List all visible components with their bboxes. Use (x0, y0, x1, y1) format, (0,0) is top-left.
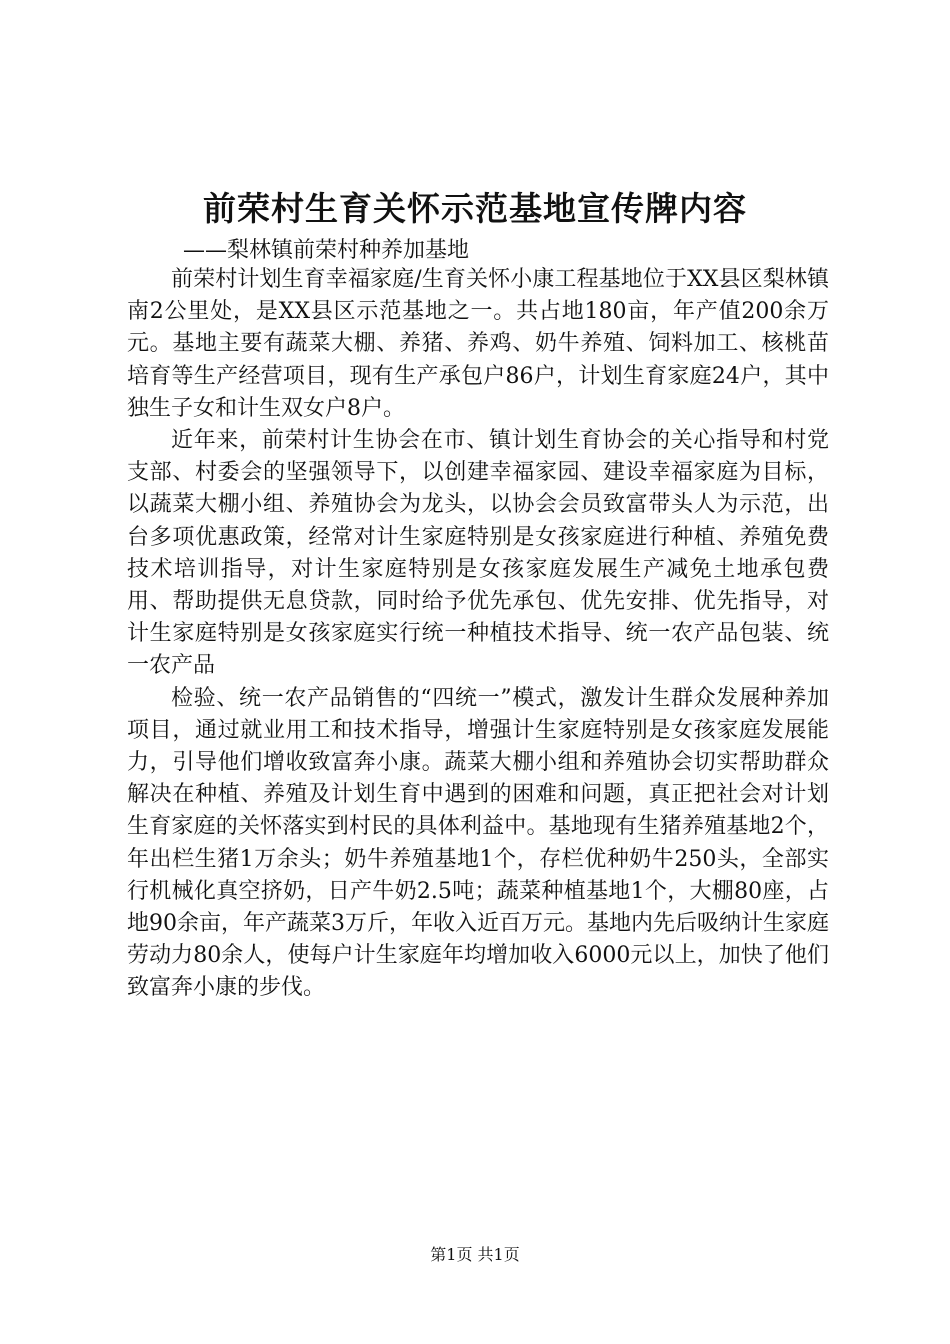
document-title: 前荣村生育关怀示范基地宣传牌内容 (203, 189, 747, 228)
document-subtitle: ——梨林镇前荣村种养加基地 (183, 238, 470, 263)
paragraph-intro: 前荣村计划生育幸福家庭/生育关怀小康工程基地位于XX县区梨林镇南2公里处，是XX县区示范基地之一。共占地180亩，年产值200余万元。基地主要有蔬菜大棚、养猪、养鸡、奶牛养殖、饲料加工、核桃苗培育等生产经营项目，现有生产承包户86户，计划生育家庭24户，其中独生子女和计生双女户8户。 (127, 267, 829, 421)
page-number: 第1页 共1页 (430, 1245, 520, 1264)
document-body (127, 264, 829, 1005)
paragraph-association-work: 近年来，前荣村计生协会在市、镇计划生育协会的关心指导和村党支部、村委会的坚强领导下，以创建幸福家园、建设幸福家庭为目标，以蔬菜大棚小组、养殖协会为龙头，以协会会员致富带头人为示范，出台多项优惠政策，经常对计生家庭特别是女孩家庭进行种植、养殖免费技术培训指导，对计生家庭特别是女孩家庭发展生产减免土地承包费用、帮助提供无息贷款，同时给予优先承包、优先安排、优先指导，对计生家庭特别是女孩家庭实行统一种植技术指导、统一农产品包装、统一农产品 (127, 428, 829, 679)
paragraph-base-results: 检验、统一农产品销售的“四统一”模式，激发计生群众发展种养加项目，通过就业用工和技术指导，增强计生家庭特别是女孩家庭发展能力，引导他们增收致富奔小康。蔬菜大棚小组和养殖协会切实帮助群众解决在种植、养殖及计划生育中遇到的困难和问题，真正把社会对计划生育家庭的关怀落实到村民的具体利益中。基地现有生猪养殖基地2个，年出栏生猪1万余头；奶牛养殖基地1个，存栏优种奶牛250头，全部实行机械化真空挤奶，日产牛奶2.5吨；蔬菜种植基地1个，大棚80座，占地90余亩，年产蔬菜3万斤，年收入近百万元。基地内先后吸纳计生家庭劳动力80余人，使每户计生家庭年均增加收入6000元以上，加快了他们致富奔小康的步伐。 (127, 685, 829, 1001)
